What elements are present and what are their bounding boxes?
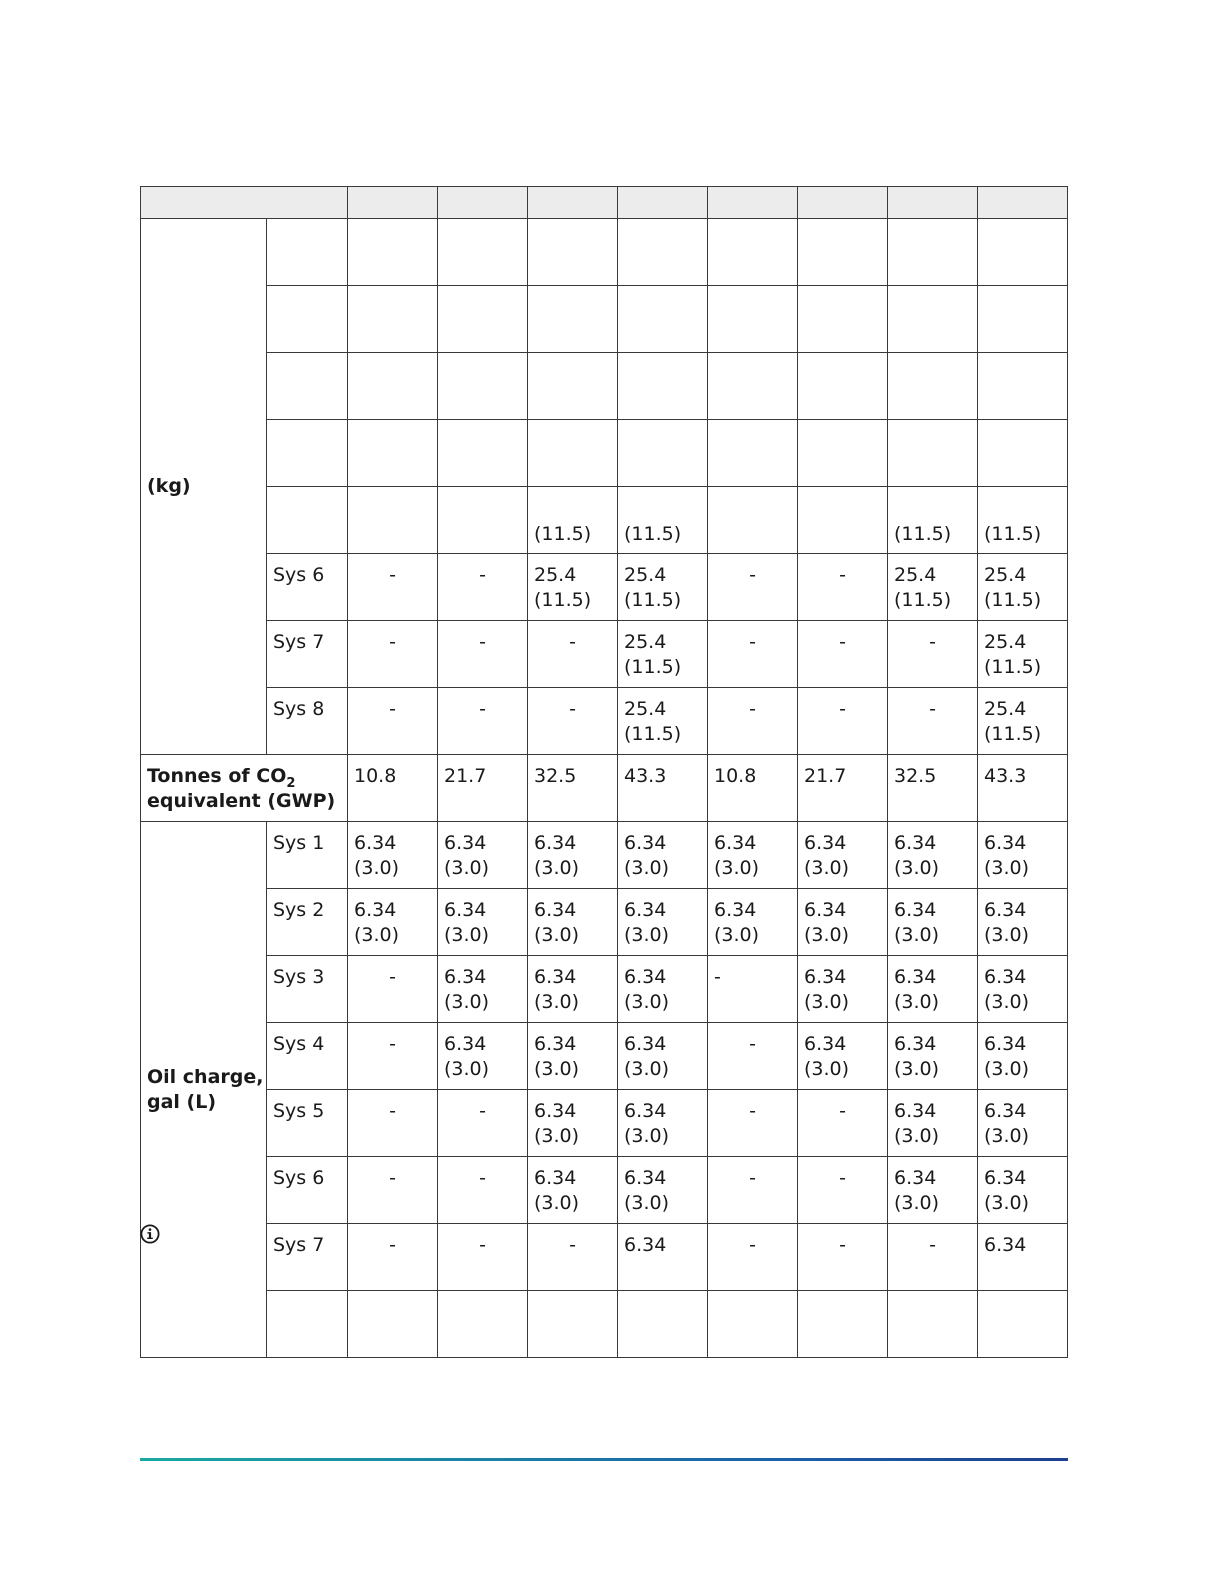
table-cell: 6.34 (3.0) — [618, 889, 708, 956]
table-cell: 6.34 (3.0) — [978, 1023, 1068, 1090]
table-row — [141, 219, 1068, 286]
gwp-value: 43.3 — [618, 755, 708, 822]
table-cell — [528, 353, 618, 420]
table-cell: 6.34 (3.0) — [438, 1023, 528, 1090]
table-cell: - — [708, 1224, 798, 1291]
table-cell — [708, 420, 798, 487]
table-row — [141, 1090, 1068, 1157]
table-cell — [978, 353, 1068, 420]
table-cell — [708, 219, 798, 286]
table-cell: 25.4 (11.5) — [888, 554, 978, 621]
table-cell: (11.5) — [978, 487, 1068, 554]
table-cell: 6.34 (3.0) — [438, 822, 528, 889]
gwp-subscript: 2 — [286, 775, 296, 791]
sys-label — [267, 219, 348, 286]
table-cell: 25.4 (11.5) — [978, 621, 1068, 688]
table-cell: - — [798, 1224, 888, 1291]
table-cell: - — [708, 1090, 798, 1157]
table-row — [141, 1224, 1068, 1291]
table-cell — [618, 420, 708, 487]
sys-label — [267, 1291, 348, 1358]
table-cell: 6.34 (3.0) — [528, 956, 618, 1023]
table-cell: 6.34 (3.0) — [798, 889, 888, 956]
table-cell: (11.5) — [618, 487, 708, 554]
table-cell: - — [798, 621, 888, 688]
gwp-row — [141, 755, 1068, 822]
table-cell: - — [708, 956, 798, 1023]
table-row — [141, 286, 1068, 353]
table-cell: 6.34 (3.0) — [888, 1090, 978, 1157]
table-cell — [528, 286, 618, 353]
table-cell: 25.4 (11.5) — [978, 688, 1068, 755]
table-cell: 25.4 (11.5) — [978, 554, 1068, 621]
table-cell: 6.34 (3.0) — [978, 956, 1068, 1023]
table-cell: 6.34 (3.0) — [618, 1157, 708, 1224]
sys-label: Sys 2 — [267, 889, 348, 956]
gwp-label-line2: equivalent (GWP) — [147, 790, 336, 812]
header-row — [141, 187, 1068, 219]
header-cell — [978, 187, 1068, 219]
header-cell — [708, 187, 798, 219]
table-cell — [978, 420, 1068, 487]
gwp-value: 21.7 — [438, 755, 528, 822]
sys-label — [267, 420, 348, 487]
gwp-value: 21.7 — [798, 755, 888, 822]
table-cell: - — [798, 554, 888, 621]
header-cell — [348, 187, 438, 219]
table-cell: - — [348, 1090, 438, 1157]
table-cell — [528, 1291, 618, 1358]
table-cell: - — [528, 621, 618, 688]
table-cell — [798, 420, 888, 487]
table-cell: 6.34 (3.0) — [528, 1023, 618, 1090]
table-cell: 6.34 (3.0) — [528, 1090, 618, 1157]
table-row — [141, 889, 1068, 956]
sys-label: Sys 4 — [267, 1023, 348, 1090]
table-cell: 6.34 (3.0) — [528, 889, 618, 956]
table-cell: 25.4 (11.5) — [618, 621, 708, 688]
table-cell: 6.34 (3.0) — [708, 822, 798, 889]
table-cell — [708, 487, 798, 554]
table-row — [141, 688, 1068, 755]
table-cell: - — [798, 1090, 888, 1157]
table-cell: 6.34 (3.0) — [438, 956, 528, 1023]
table-cell — [438, 1291, 528, 1358]
table-cell — [348, 286, 438, 353]
table-cell: 6.34 (3.0) — [978, 1090, 1068, 1157]
table-cell: 6.34 (3.0) — [978, 889, 1068, 956]
oil-label-line1: Oil charge, — [147, 1065, 264, 1088]
table-row — [141, 1291, 1068, 1358]
table-cell: 6.34 (3.0) — [348, 889, 438, 956]
table-cell: - — [708, 688, 798, 755]
sys-label: Sys 8 — [267, 688, 348, 755]
table-cell: 6.34 (3.0) — [888, 889, 978, 956]
table-cell: 25.4 (11.5) — [618, 688, 708, 755]
table-cell: - — [438, 1157, 528, 1224]
table-cell — [348, 219, 438, 286]
sys-label — [267, 487, 348, 554]
table-cell — [528, 420, 618, 487]
table-cell: 6.34 (3.0) — [978, 1157, 1068, 1224]
table-cell: - — [528, 688, 618, 755]
table-cell — [888, 286, 978, 353]
sys-label: Sys 7 — [267, 1224, 348, 1291]
table-cell: - — [888, 1224, 978, 1291]
table-cell — [618, 286, 708, 353]
table-body — [141, 187, 1068, 1358]
table-cell — [348, 1291, 438, 1358]
table-cell: - — [708, 1157, 798, 1224]
table-cell: 6.34 (3.0) — [618, 1090, 708, 1157]
table-cell — [708, 286, 798, 353]
sys-label: Sys 3 — [267, 956, 348, 1023]
table-cell: - — [708, 621, 798, 688]
sys-label: Sys 1 — [267, 822, 348, 889]
info-icon — [140, 1224, 160, 1244]
table-cell: - — [528, 1224, 618, 1291]
table-cell: 6.34 (3.0) — [798, 822, 888, 889]
gwp-value: 32.5 — [528, 755, 618, 822]
table-cell — [348, 353, 438, 420]
table-cell: - — [888, 688, 978, 755]
table-cell — [798, 353, 888, 420]
table-cell — [888, 353, 978, 420]
table-cell — [978, 286, 1068, 353]
table-cell: - — [438, 621, 528, 688]
table-cell: - — [708, 554, 798, 621]
table-cell — [528, 219, 618, 286]
table-cell — [888, 420, 978, 487]
table-cell: 6.34 (3.0) — [888, 822, 978, 889]
table-cell — [798, 1291, 888, 1358]
table-cell: 6.34 (3.0) — [708, 889, 798, 956]
sys-label: Sys 7 — [267, 621, 348, 688]
oil-label-line2: gal (L) — [147, 1090, 217, 1113]
table-cell: 6.34 (3.0) — [888, 1023, 978, 1090]
table-cell — [978, 1291, 1068, 1358]
table-cell: 6.34 (3.0) — [978, 822, 1068, 889]
table-cell: 6.34 (3.0) — [618, 1023, 708, 1090]
table-cell: 25.4 (11.5) — [528, 554, 618, 621]
table-cell: 6.34 (3.0) — [438, 889, 528, 956]
table-cell: - — [348, 1224, 438, 1291]
table-cell: - — [708, 1023, 798, 1090]
table-cell: - — [798, 688, 888, 755]
header-cell — [888, 187, 978, 219]
gwp-value: 10.8 — [708, 755, 798, 822]
table-cell: - — [348, 956, 438, 1023]
table-cell — [888, 219, 978, 286]
table-cell — [708, 353, 798, 420]
table-row — [141, 621, 1068, 688]
table-cell — [978, 219, 1068, 286]
table-cell: - — [438, 688, 528, 755]
table-cell — [798, 487, 888, 554]
table-cell — [708, 1291, 798, 1358]
table-row — [141, 1157, 1068, 1224]
table-row — [141, 554, 1068, 621]
table-row — [141, 1023, 1068, 1090]
gwp-value: 32.5 — [888, 755, 978, 822]
table-cell: 6.34 — [618, 1224, 708, 1291]
table-cell — [888, 1291, 978, 1358]
table-cell — [438, 420, 528, 487]
table-cell: 6.34 (3.0) — [888, 956, 978, 1023]
table-cell: - — [348, 621, 438, 688]
table-cell: (11.5) — [888, 487, 978, 554]
refrigerant-charge-label: (kg) — [141, 219, 267, 755]
table-row — [141, 353, 1068, 420]
gwp-label-line1: Tonnes of CO — [147, 765, 287, 787]
sys-label — [267, 353, 348, 420]
specifications-table — [140, 186, 1068, 1358]
table-cell: 6.34 (3.0) — [888, 1157, 978, 1224]
table-cell: 6.34 (3.0) — [798, 956, 888, 1023]
table-cell: 6.34 (3.0) — [528, 1157, 618, 1224]
header-cell — [141, 187, 348, 219]
oil-charge-label — [141, 822, 267, 1358]
table-cell: - — [438, 1090, 528, 1157]
gwp-value: 43.3 — [978, 755, 1068, 822]
footer-rule — [140, 1458, 1068, 1461]
table-cell: (11.5) — [528, 487, 618, 554]
table-cell — [618, 219, 708, 286]
table-cell — [618, 1291, 708, 1358]
table-cell — [438, 286, 528, 353]
table-cell — [438, 219, 528, 286]
table-cell — [618, 353, 708, 420]
table-cell: - — [888, 621, 978, 688]
sys-label — [267, 286, 348, 353]
table-row — [141, 420, 1068, 487]
table-cell — [798, 286, 888, 353]
table-cell: - — [348, 1157, 438, 1224]
table-cell: - — [348, 1023, 438, 1090]
sys-label: Sys 5 — [267, 1090, 348, 1157]
table-cell: - — [438, 554, 528, 621]
header-cell — [528, 187, 618, 219]
table-row — [141, 822, 1068, 889]
table-cell: 6.34 (3.0) — [528, 822, 618, 889]
table-cell — [348, 487, 438, 554]
sys-label: Sys 6 — [267, 1157, 348, 1224]
table-cell: 6.34 — [978, 1224, 1068, 1291]
header-cell — [618, 187, 708, 219]
table-cell: 25.4 (11.5) — [618, 554, 708, 621]
table-row — [141, 487, 1068, 554]
table-cell: - — [348, 688, 438, 755]
table-cell — [438, 487, 528, 554]
gwp-value: 10.8 — [348, 755, 438, 822]
table-cell: - — [438, 1224, 528, 1291]
table-cell — [348, 420, 438, 487]
table-cell: 6.34 (3.0) — [798, 1023, 888, 1090]
table-cell: - — [348, 554, 438, 621]
table-cell: - — [798, 1157, 888, 1224]
table-cell — [438, 353, 528, 420]
table-row — [141, 956, 1068, 1023]
gwp-label — [141, 755, 348, 822]
header-cell — [438, 187, 528, 219]
sys-label: Sys 6 — [267, 554, 348, 621]
table-cell: 6.34 (3.0) — [618, 956, 708, 1023]
table-cell: 6.34 (3.0) — [348, 822, 438, 889]
table-cell — [798, 219, 888, 286]
table-cell: 6.34 (3.0) — [618, 822, 708, 889]
header-cell — [798, 187, 888, 219]
